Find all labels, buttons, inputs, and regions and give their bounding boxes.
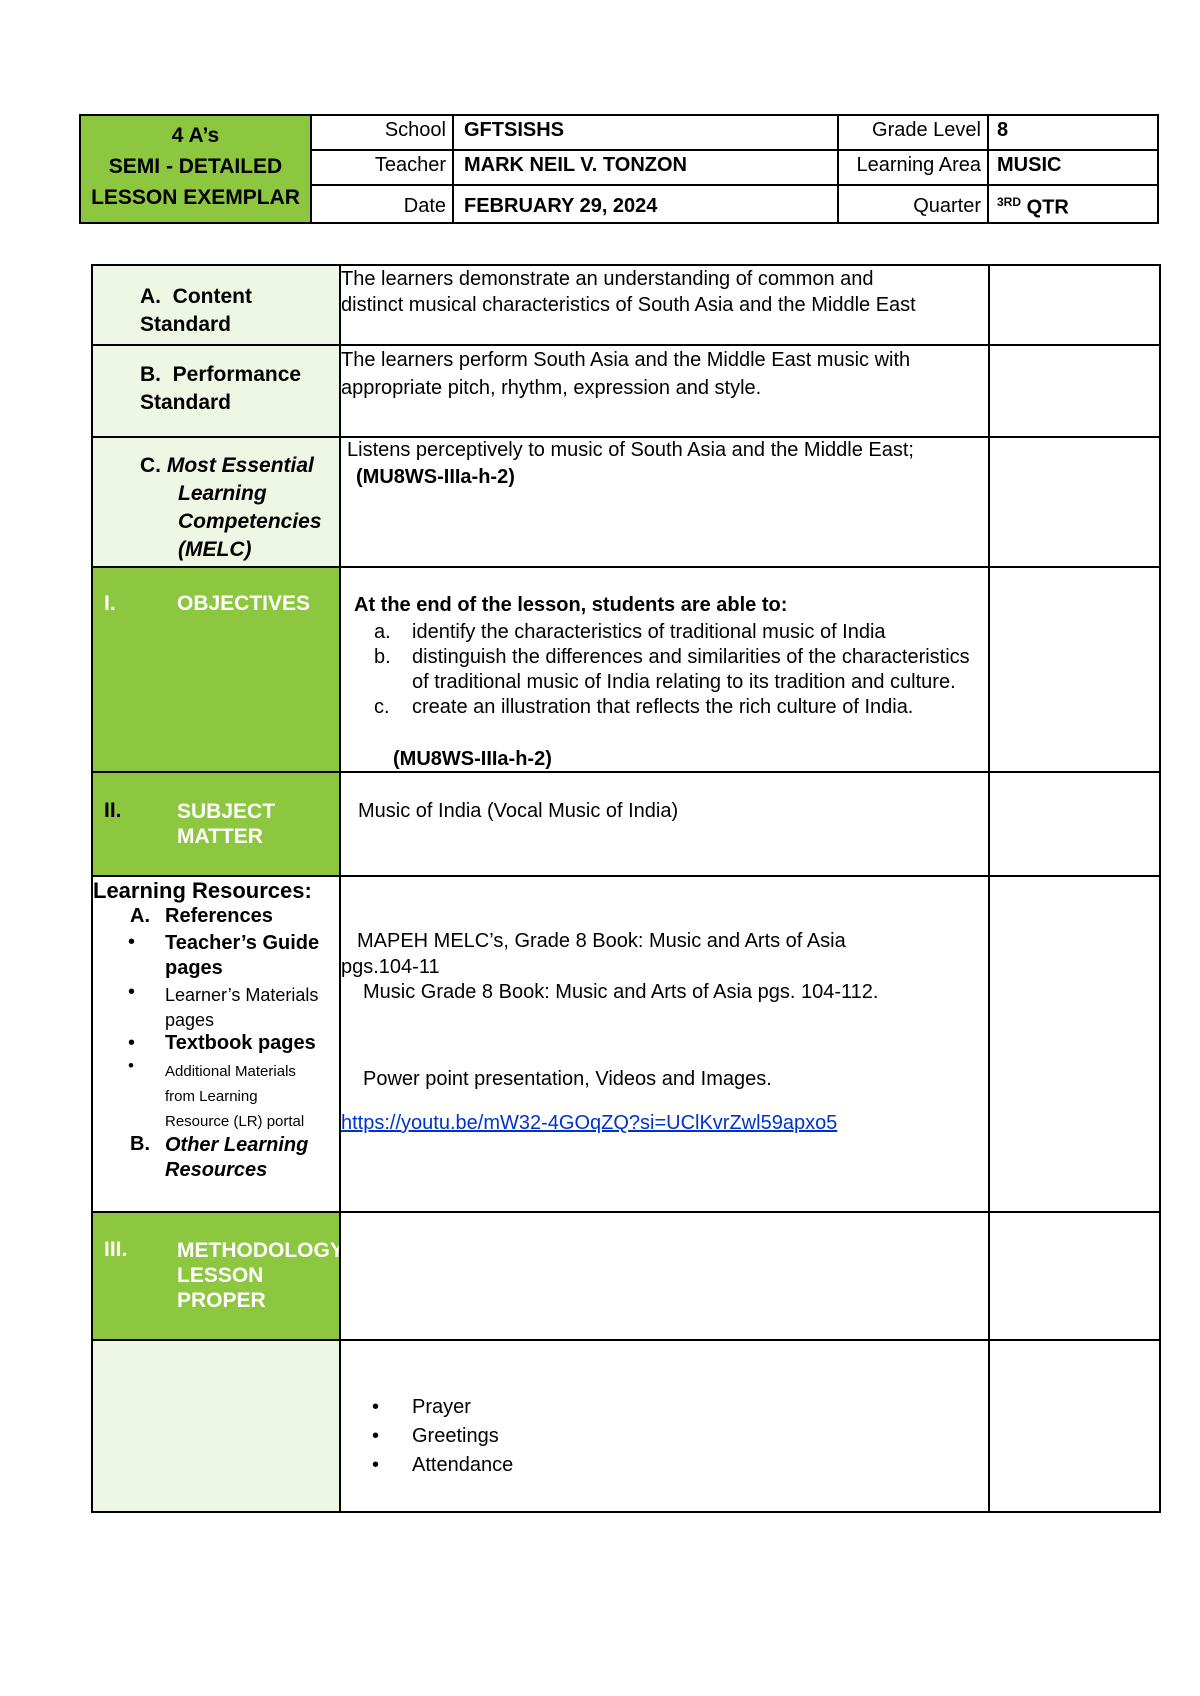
list-item: • Attendance <box>372 1451 513 1480</box>
subject-matter-numeral: II. <box>104 799 122 822</box>
objective-item-text: identify the characteristics of traditional music of India <box>412 621 886 643</box>
subject-matter-text: Music of India (Vocal Music of India) <box>358 800 679 822</box>
performance-standard-label-line2: Standard <box>140 391 232 414</box>
methodology-note-cell <box>988 1211 1161 1341</box>
performance-standard-note-cell <box>988 344 1161 438</box>
quarter-label: Quarter <box>913 195 981 217</box>
performance-standard-label-line1: Performance <box>172 363 302 386</box>
resources-b-label <box>165 1133 308 1183</box>
school-label: School <box>384 119 446 141</box>
resources-heading: Learning Resources: <box>93 878 312 903</box>
melc-label <box>140 452 322 564</box>
resources-lm-label <box>165 983 318 1033</box>
grade-value-cell <box>987 114 1159 151</box>
resources-other-value: Power point presentation, Videos and Images. <box>363 1068 772 1090</box>
resources-b-line1: Other Learning <box>165 1134 309 1156</box>
list-item: • Prayer <box>372 1393 513 1422</box>
quarter-superscript: 3RD <box>997 195 1022 209</box>
exemplar-title-line2: SEMI - DETAILED <box>108 155 283 178</box>
objectives-code: (MU8WS-IIIa-h-2) <box>393 748 552 770</box>
quarter-value <box>997 195 1069 220</box>
methodology-text-cell <box>339 1211 990 1341</box>
resources-lm-line1: Learner’s Materials <box>165 985 319 1005</box>
content-standard-label <box>140 283 252 339</box>
area-value: MUSIC <box>997 154 1062 176</box>
melc-code: (MU8WS-IIIa-h-2) <box>356 466 515 488</box>
performance-standard-text: The learners perform South Asia and the Middle East music with appropriate pitch, rhythm, expression and style. <box>341 349 911 399</box>
grade-label: Grade Level <box>872 119 981 141</box>
melc-text: Listens perceptively to music of South Asia and the Middle East; <box>347 439 914 461</box>
methodology-label <box>177 1238 350 1313</box>
content-standard-label-line2: Standard <box>140 313 232 336</box>
grade-value: 8 <box>997 119 1009 141</box>
resources-a-label: References <box>165 905 273 927</box>
objective-item-marker: b. <box>374 646 391 668</box>
resources-tg-value-line1: MAPEH MELC’s, Grade 8 Book: Music and Arts of Asia <box>357 930 846 952</box>
content-standard-text: The learners demonstrate an understanding of common and distinct musical characteristics of South Asia and the Middle East <box>341 268 916 316</box>
date-value: FEBRUARY 29, 2024 <box>464 195 658 217</box>
resources-am-line3: Resource (LR) portal <box>165 1113 305 1130</box>
list-item: • Greetings <box>372 1422 513 1451</box>
resources-b-marker: B. <box>130 1133 150 1155</box>
performance-standard-letter: B. <box>140 363 161 386</box>
objectives-numeral: I. <box>104 592 116 615</box>
subject-matter-label-line2: MATTER <box>177 825 263 848</box>
resources-video-link[interactable]: https://youtu.be/mW32-4GOqZQ?si=UClKvrZwl59apxo5 <box>341 1112 838 1134</box>
content-standard-note-cell <box>988 264 1161 346</box>
resources-lm-line2: pages <box>165 1010 215 1030</box>
objectives-label: OBJECTIVES <box>177 592 311 615</box>
resources-bullet: • <box>128 1056 134 1075</box>
preliminaries-list <box>372 1393 513 1480</box>
content-standard-letter: A. <box>140 285 161 308</box>
resources-b-line2: Resources <box>165 1159 268 1181</box>
resources-text-cell <box>339 875 990 1213</box>
resources-tg-line1: Teacher’s Guide <box>165 932 320 954</box>
resources-am-line2: from Learning <box>165 1088 258 1105</box>
subject-matter-text-cell <box>339 771 990 877</box>
methodology-label-line2: LESSON <box>177 1264 264 1287</box>
content-standard-label-line1: Content <box>172 285 252 308</box>
objective-item-marker: c. <box>374 696 390 718</box>
resources-tg-value-line2: pgs.104-11 <box>341 956 440 978</box>
methodology-label-line3: PROPER <box>177 1289 266 1312</box>
subject-matter-label <box>177 799 275 849</box>
methodology-label-line1: METHODOLOGY/ <box>177 1239 350 1262</box>
objective-item-text: distinguish the differences and similarities of the characteristics of traditional music of India relating to its tradition and culture. <box>412 646 970 693</box>
resources-bullet: • <box>128 981 136 1003</box>
exemplar-title-line3: LESSON EXEMPLAR <box>91 186 300 209</box>
objective-item-text: create an illustration that reflects the rich culture of India. <box>412 696 914 718</box>
resources-bullet: • <box>128 931 136 953</box>
resources-am-line1: Additional Materials <box>165 1063 296 1080</box>
subject-matter-label-line1: SUBJECT <box>177 800 276 823</box>
resources-a-marker: A. <box>130 905 150 927</box>
resources-bullet: • <box>128 1032 136 1054</box>
objectives-intro: At the end of the lesson, students are able to: <box>354 594 788 616</box>
date-label: Date <box>403 195 446 217</box>
subject-matter-note-cell <box>988 771 1161 877</box>
resources-tb-label: Textbook pages <box>165 1032 316 1054</box>
resources-tg-label <box>165 931 319 981</box>
teacher-value: MARK NEIL V. TONZON <box>464 154 687 176</box>
school-value: GFTSISHS <box>464 119 565 141</box>
objective-item-c <box>374 695 974 720</box>
melc-label-line2: Learning <box>178 482 267 505</box>
teacher-label: Teacher <box>374 154 446 176</box>
objective-item-b <box>374 645 974 695</box>
resources-tg-line2: pages <box>165 957 223 979</box>
objectives-list <box>374 620 974 720</box>
preliminaries-label-cell <box>91 1339 341 1513</box>
melc-label-line4: (MELC) <box>178 538 252 561</box>
performance-standard-label <box>140 361 301 417</box>
resources-tg-value <box>341 928 846 980</box>
objective-item-a <box>374 620 974 645</box>
objective-item-marker: a. <box>374 621 391 643</box>
resources-note-cell <box>988 875 1161 1213</box>
quarter-text: QTR <box>1026 196 1069 219</box>
melc-label-line3: Competencies <box>178 510 322 533</box>
resources-am-label <box>165 1059 304 1134</box>
melc-label-line1: Most Essential <box>166 454 314 477</box>
area-label: Learning Area <box>856 154 981 176</box>
resources-lm-value: Music Grade 8 Book: Music and Arts of Asia pgs. 104-112. <box>363 981 879 1003</box>
melc-note-cell <box>988 436 1161 568</box>
exemplar-title-line1: 4 A’s <box>171 124 220 147</box>
preliminaries-note-cell <box>988 1339 1161 1513</box>
melc-letter: C. <box>140 454 161 477</box>
methodology-numeral: III. <box>104 1238 128 1261</box>
exemplar-title <box>79 120 312 213</box>
objectives-note-cell <box>988 566 1161 773</box>
